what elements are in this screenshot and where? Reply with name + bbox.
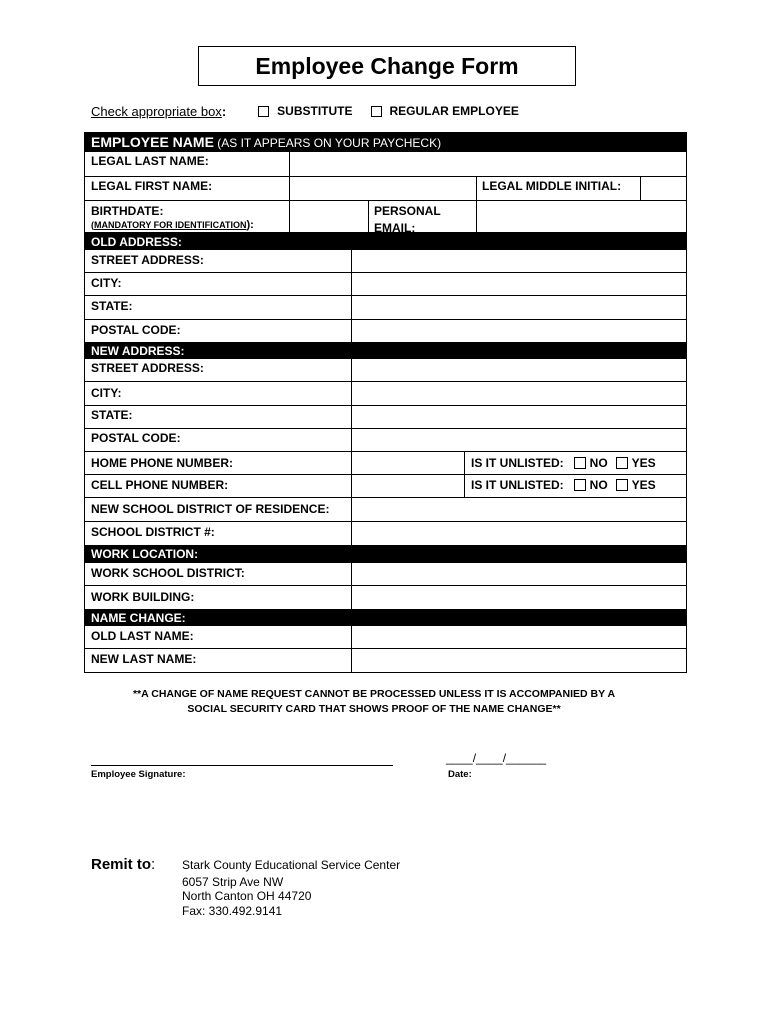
home-phone-unlisted (471, 456, 656, 470)
substitute-option[interactable] (258, 104, 352, 118)
old-last-name-input[interactable] (351, 625, 687, 649)
legal-middle-initial-label: LEGAL MIDDLE INITIAL: (482, 179, 622, 193)
cell-phone-no-label: NO (589, 478, 608, 492)
birthdate-note (91, 219, 254, 231)
new-state-input[interactable] (351, 405, 687, 429)
old-city-label-cell (84, 272, 352, 296)
personal-email-label-1: PERSONAL (374, 204, 441, 218)
old-city-label: CITY: (91, 276, 122, 290)
check-label: Check appropriate box (91, 103, 222, 119)
school-district-label: NEW SCHOOL DISTRICT OF RESIDENCE: (91, 502, 330, 516)
new-last-name-label: NEW LAST NAME: (91, 652, 197, 666)
new-street-label: STREET ADDRESS: (91, 361, 204, 375)
home-phone-yes-label: YES (631, 456, 656, 470)
birthdate-input[interactable] (289, 200, 369, 233)
remit-label-text: Remit to (91, 856, 151, 873)
new-postal-input[interactable] (351, 428, 687, 452)
new-city-label-cell (84, 381, 352, 406)
regular-employee-option[interactable] (371, 104, 519, 118)
check-colon: : (221, 103, 227, 119)
birthdate-label: BIRTHDATE: (91, 204, 164, 218)
employee-name-header (84, 132, 687, 151)
remit-fax: Fax: 330.492.9141 (182, 904, 283, 918)
home-phone-label: HOME PHONE NUMBER: (91, 456, 234, 470)
legal-last-name-input[interactable] (289, 151, 687, 177)
cell-phone-no-checkbox[interactable] (574, 479, 586, 491)
old-street-input[interactable] (351, 249, 687, 273)
signature-label: Employee Signature: (91, 769, 186, 780)
old-state-label: STATE: (91, 299, 133, 313)
old-address-header: OLD ADDRESS: (84, 233, 687, 250)
employee-name-header-main: EMPLOYEE NAME (91, 134, 214, 150)
regular-employee-checkbox[interactable] (371, 106, 382, 117)
substitute-checkbox[interactable] (258, 106, 269, 117)
work-district-input[interactable] (351, 562, 687, 586)
old-postal-input[interactable] (351, 319, 687, 343)
birthdate-note-open: ( (91, 220, 94, 230)
cell-phone-unlisted-label: IS IT UNLISTED: (471, 478, 564, 492)
remit-city: North Canton OH 44720 (182, 889, 312, 903)
substitute-label: SUBSTITUTE (277, 104, 353, 118)
name-change-notice-line2: SOCIAL SECURITY CARD THAT SHOWS PROOF OF THE NAME CHANGE** (187, 703, 561, 715)
cell-phone-input[interactable] (351, 474, 465, 498)
home-phone-no-checkbox[interactable] (574, 457, 586, 469)
remit-label-colon: : (151, 856, 156, 873)
legal-first-name-label: LEGAL FIRST NAME: (91, 179, 213, 193)
cell-phone-yes-checkbox[interactable] (616, 479, 628, 491)
new-city-input[interactable] (351, 381, 687, 406)
work-district-label: WORK SCHOOL DISTRICT: (91, 566, 245, 580)
legal-last-name-label: LEGAL LAST NAME: (91, 154, 209, 168)
date-blank[interactable]: ____/____/______ (446, 751, 547, 765)
new-postal-label: POSTAL CODE: (91, 431, 181, 445)
personal-email-clip (369, 201, 476, 232)
regular-employee-label: REGULAR EMPLOYEE (389, 104, 519, 118)
old-postal-label: POSTAL CODE: (91, 323, 181, 337)
home-phone-no-label: NO (589, 456, 608, 470)
district-number-input[interactable] (351, 521, 687, 546)
work-building-input[interactable] (351, 585, 687, 610)
remit-street: 6057 Strip Ave NW (182, 875, 284, 889)
name-change-header: NAME CHANGE: (84, 609, 687, 626)
school-district-input[interactable] (351, 497, 687, 522)
cell-phone-unlisted (471, 478, 656, 492)
signature-line[interactable] (91, 765, 393, 766)
remit-org: Stark County Educational Service Center (182, 858, 401, 872)
new-state-label: STATE: (91, 408, 133, 422)
legal-first-name-input[interactable] (289, 176, 477, 201)
form-title: Employee Change Form (198, 46, 576, 86)
new-street-input[interactable] (351, 358, 687, 382)
new-city-label: CITY: (91, 386, 122, 400)
date-label: Date: (448, 769, 472, 780)
legal-middle-initial-input[interactable] (640, 176, 687, 201)
personal-email-label-2: EMAIL: (374, 221, 416, 232)
old-last-name-label: OLD LAST NAME: (91, 629, 194, 643)
district-number-label: SCHOOL DISTRICT #: (91, 525, 215, 539)
birthdate-note-text: MANDATORY FOR IDENTIFICATION (94, 220, 247, 230)
birthdate-note-close: ): (246, 219, 254, 231)
new-address-header: NEW ADDRESS: (84, 342, 687, 359)
employee-name-header-sub: (AS IT APPEARS ON YOUR PAYCHECK) (213, 136, 442, 150)
home-phone-yes-checkbox[interactable] (616, 457, 628, 469)
check-line (91, 102, 519, 120)
home-phone-unlisted-label: IS IT UNLISTED: (471, 456, 564, 470)
old-state-input[interactable] (351, 295, 687, 320)
old-city-input[interactable] (351, 272, 687, 296)
work-building-label: WORK BUILDING: (91, 590, 195, 604)
work-location-header: WORK LOCATION: (84, 545, 687, 563)
home-phone-input[interactable] (351, 451, 465, 475)
new-last-name-input[interactable] (351, 648, 687, 673)
personal-email-input[interactable] (476, 200, 687, 233)
cell-phone-yes-label: YES (631, 478, 656, 492)
remit-label (91, 856, 155, 873)
cell-phone-label: CELL PHONE NUMBER: (91, 478, 229, 492)
old-street-label: STREET ADDRESS: (91, 253, 204, 267)
name-change-notice-line1: **A CHANGE OF NAME REQUEST CANNOT BE PROCESSED UNLESS IT IS ACCOMPANIED BY A (132, 688, 616, 700)
